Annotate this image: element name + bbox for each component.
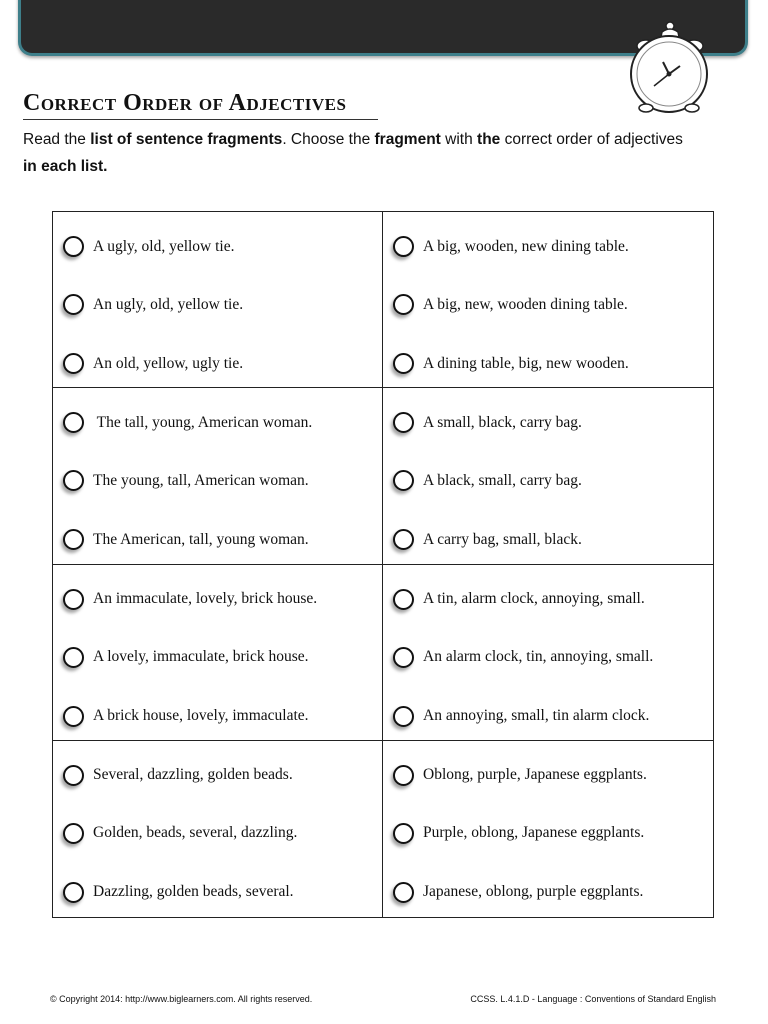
answer-option[interactable] xyxy=(63,647,309,668)
radio-bubble[interactable] xyxy=(63,589,84,610)
answer-option[interactable] xyxy=(393,294,628,315)
radio-bubble[interactable] xyxy=(63,236,84,257)
title-underline xyxy=(23,119,378,120)
answer-option[interactable] xyxy=(63,765,293,786)
question-group-7 xyxy=(53,741,383,917)
option-text: A ugly, old, yellow tie. xyxy=(93,237,235,255)
answer-option[interactable] xyxy=(393,765,647,786)
radio-bubble[interactable] xyxy=(393,706,414,727)
radio-bubble[interactable] xyxy=(393,882,414,903)
option-text: An alarm clock, tin, annoying, small. xyxy=(423,648,654,665)
option-text: The young, tall, American woman. xyxy=(93,471,309,489)
radio-bubble[interactable] xyxy=(63,706,84,727)
option-text: The tall, young, American woman. xyxy=(93,413,313,431)
instr-bold: the xyxy=(477,131,501,148)
answer-option[interactable] xyxy=(393,647,653,668)
answer-option[interactable] xyxy=(393,470,582,491)
radio-bubble[interactable] xyxy=(63,529,84,550)
option-text: A big, wooden, new dining table. xyxy=(423,237,629,255)
answer-option[interactable] xyxy=(393,823,644,844)
answer-option[interactable] xyxy=(63,882,294,903)
answer-option[interactable] xyxy=(393,882,643,903)
radio-bubble[interactable] xyxy=(393,647,414,668)
instr-text: correct order of adjectives xyxy=(500,131,683,148)
option-text: Golden, beads, several, dazzling. xyxy=(93,824,298,842)
option-text: Purple, oblong, Japanese eggplants. xyxy=(423,824,645,842)
option-text: Dazzling, golden beads, several. xyxy=(93,883,294,901)
radio-bubble[interactable] xyxy=(63,294,84,315)
question-group-1 xyxy=(53,212,383,388)
radio-bubble[interactable] xyxy=(393,236,414,257)
instr-text: . Choose the xyxy=(282,131,375,148)
answer-option[interactable] xyxy=(63,823,297,844)
instr-bold: fragment xyxy=(374,131,441,148)
answer-option[interactable] xyxy=(393,236,629,257)
question-group-2 xyxy=(383,212,713,388)
instr-bold: sentence fragments xyxy=(135,131,283,148)
radio-bubble[interactable] xyxy=(393,412,414,433)
instr-text: with xyxy=(440,131,478,148)
answer-option[interactable] xyxy=(393,589,645,610)
question-group-4 xyxy=(383,388,713,564)
answer-option[interactable] xyxy=(63,353,243,374)
radio-bubble[interactable] xyxy=(63,765,84,786)
option-text: A dining table, big, new wooden. xyxy=(423,354,629,372)
radio-bubble[interactable] xyxy=(63,412,84,433)
option-text: A tin, alarm clock, annoying, small. xyxy=(423,590,645,607)
radio-bubble[interactable] xyxy=(63,470,84,491)
option-text: Japanese, oblong, purple eggplants. xyxy=(423,883,644,901)
option-text: A big, new, wooden dining table. xyxy=(423,295,628,313)
option-text: An old, yellow, ugly tie. xyxy=(93,354,244,372)
radio-bubble[interactable] xyxy=(393,353,414,374)
option-text: An annoying, small, tin alarm clock. xyxy=(423,707,650,724)
question-group-8 xyxy=(383,741,713,917)
radio-bubble[interactable] xyxy=(393,765,414,786)
radio-bubble[interactable] xyxy=(393,529,414,550)
answer-option[interactable] xyxy=(63,529,309,550)
radio-bubble[interactable] xyxy=(393,294,414,315)
option-text: A black, small, carry bag. xyxy=(423,471,582,489)
answer-option[interactable] xyxy=(63,470,309,491)
option-text: A carry bag, small, black. xyxy=(423,530,582,548)
option-text: A small, black, carry bag. xyxy=(423,413,582,431)
radio-bubble[interactable] xyxy=(393,823,414,844)
option-text: An ugly, old, yellow tie. xyxy=(93,295,244,313)
instr-bold: in each list. xyxy=(23,158,108,175)
radio-bubble[interactable] xyxy=(393,470,414,491)
option-text: An immaculate, lovely, brick house. xyxy=(93,590,318,607)
radio-bubble[interactable] xyxy=(63,882,84,903)
answer-option[interactable] xyxy=(63,412,312,433)
question-group-6 xyxy=(383,565,713,741)
radio-bubble[interactable] xyxy=(63,353,84,374)
option-text: A lovely, immaculate, brick house. xyxy=(93,648,309,665)
answer-option[interactable] xyxy=(393,353,629,374)
footer-standard: CCSS. L.4.1.D - Language : Conventions of Standard English xyxy=(470,994,716,1004)
instr-text: Read the xyxy=(23,131,91,148)
answer-option[interactable] xyxy=(393,529,582,550)
instr-bold: list of xyxy=(90,131,136,148)
footer-copyright: © Copyright 2014: http://www.biglearners.com. All rights reserved. xyxy=(50,994,313,1004)
page-title: Correct Order of Adjectives xyxy=(23,90,347,116)
radio-bubble[interactable] xyxy=(63,823,84,844)
instructions xyxy=(23,126,733,180)
answer-option[interactable] xyxy=(63,589,317,610)
answer-option[interactable] xyxy=(63,294,243,315)
option-text: Oblong, purple, Japanese eggplants. xyxy=(423,766,647,784)
answer-option[interactable] xyxy=(63,706,309,727)
radio-bubble[interactable] xyxy=(63,647,84,668)
answer-option[interactable] xyxy=(63,236,235,257)
option-text: Several, dazzling, golden beads. xyxy=(93,766,293,784)
answer-option[interactable] xyxy=(393,706,649,727)
alarm-clock-icon xyxy=(624,18,714,114)
question-group-5 xyxy=(53,565,383,741)
option-text: A brick house, lovely, immaculate. xyxy=(93,707,309,724)
option-text: The American, tall, young woman. xyxy=(93,530,309,548)
answer-option[interactable] xyxy=(393,412,582,433)
radio-bubble[interactable] xyxy=(393,589,414,610)
question-group-3 xyxy=(53,388,383,564)
question-grid xyxy=(52,211,714,918)
